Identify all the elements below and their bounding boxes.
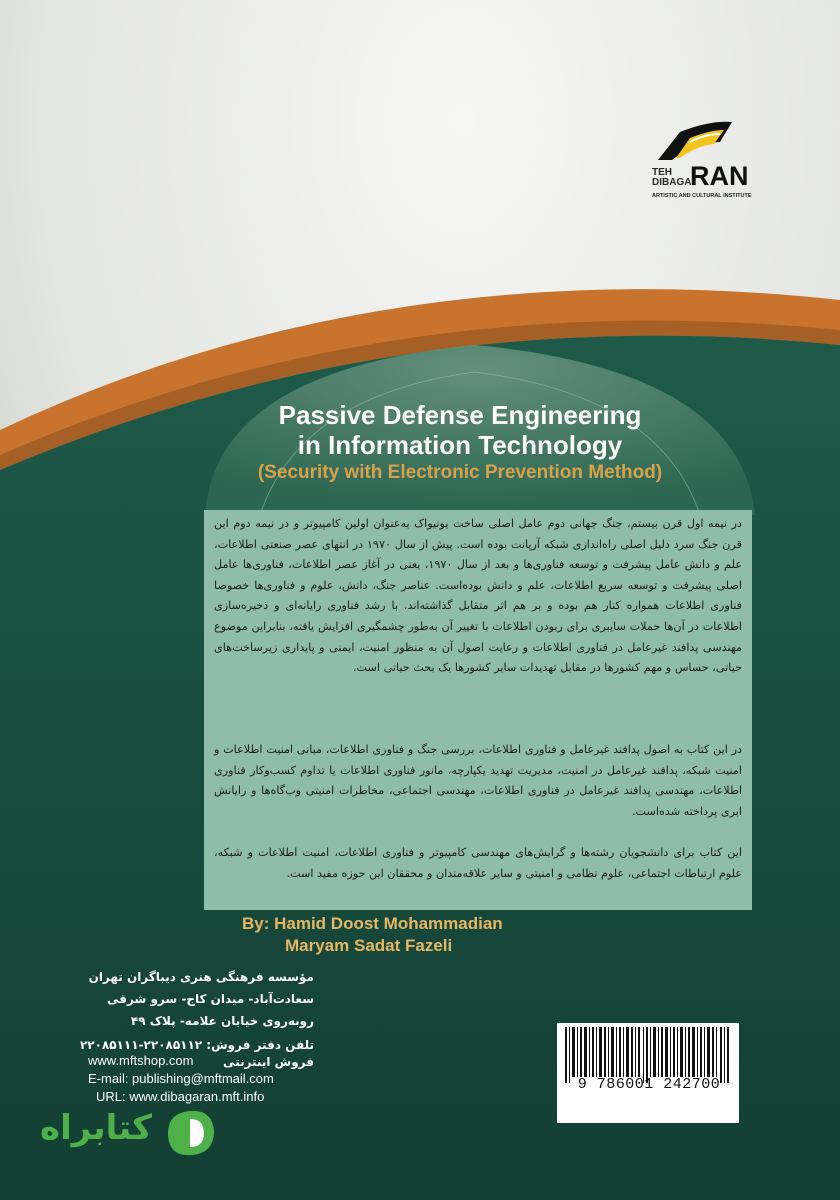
book-subtitle: (Security with Electronic Prevention Method): [257, 462, 663, 483]
barcode-number: 9 786001 242700: [577, 1076, 721, 1093]
logo-line2: DIBAGA: [652, 177, 692, 188]
book-title-line2: in Information Technology: [297, 430, 623, 460]
logo-subtitle: ARTISTIC AND CULTURAL INSTITUTE: [652, 193, 752, 199]
barcode: [557, 1023, 739, 1123]
description-paragraph-1: در نیمه اول قرن بیستم، جنگ جهانی دوم عامل اصلی ساخت یونیواک به‌عنوان اولین کامپیوتر و در نیمه دوم این قرن جنگ سرد دلیل اصلی راه‌اندازی شبکه آرپانت بوده است. پیش از سال ۱۹۷۰ در انتهای عصر صنعتی اطلاعات، علم و دانش عامل پیشرفت و توسعه فناوری‌ها و بعد از سال ۱۹۷۰، یعنی در آغاز عصر اطلاعات، فناوری‌ها عامل اصلی پیشرفت و توسعه سریع اطلاعات، علم و دانش بوده‌است. عناصر جنگ، دانش، علوم و فناوری‌ها خصوصا فناوری اطلاعات همواره کنار هم بوده و بر هم اثر متقابل گذاشته‌اند. با رشد فناوری رایانه‌ای و ذخیره‌سازی اطلاعات در آن‌ها حملات سایبری برای ربودن اطلاعات با تغییر آن به‌طور چشمگیری افزایش یافته، بنابراین موضوع مهندسی پدافند غیرعامل در فناوری اطلاعات و رعایت اصول آن به منظور امنیت، ایمنی و پایداری زیرساخت‌های حیاتی، حساس و مهم کشورها در مقابل تهدیدات سایر کشورها یک بحث حیاتی است.: [214, 517, 742, 675]
publisher-online-label: فروش اینترنتی: [223, 1055, 314, 1069]
description-paragraph-2: در این کتاب به اصول پدافند غیرعامل و فناوری اطلاعات، بررسی جنگ و فناوری اطلاعات، مبانی امنیت اطلاعات و امنیت شبکه، پدافند غیرعامل در امنیت، مدیریت تهدید یکپارچه، مانور فناوری اطلاعات یا تداوم کسب‌وکار فناوری اطلاعات، مهندسی پدافند غیرعامل در فناوری اطلاعات، مهندسی اجتماعی، مخاطرات امنیتی وب‌گاه‌ها و رایانش ابری پرداخته شده‌است.: [214, 743, 742, 818]
logo-line1: TEH: [652, 167, 672, 178]
author-line-1: By: Hamid Doost Mohammadian: [242, 914, 503, 933]
publisher-name: مؤسسه فرهنگی هنری دیباگران تهران: [88, 970, 314, 984]
publisher-address-1: سعادت‌آباد- میدان کاج- سرو شرقی: [107, 992, 314, 1006]
publisher-phone: تلفن دفتر فروش: ۲۲۰۸۵۱۱۲-۲۲۰۸۵۱۱۱: [79, 1038, 314, 1052]
logo-text-small: [652, 168, 691, 188]
publisher-email[interactable]: E-mail: publishing@mftmail.com: [88, 1071, 274, 1086]
description-paragraph-3: این کتاب برای دانشجویان رشته‌ها و گرایش‌های مهندسی کامپیوتر و فناوری اطلاعات، امنیت اطلاعات و شبکه، علوم ارتباطات اجتماعی، علوم نظامی و امنیتی و سایر علاقه‌مندان و محققان این حوزه مفید است.: [214, 846, 742, 880]
ketabrah-brand-text: کتابراه: [40, 1108, 153, 1148]
book-title-line1: Passive Defense Engineering: [278, 400, 642, 430]
publisher-url[interactable]: URL: www.dibagaran.mft.info: [96, 1089, 265, 1104]
publisher-shop-link[interactable]: www.mftshop.com: [88, 1053, 194, 1068]
publisher-address-2: روبه‌روی خیابان علامه- پلاک ۴۹: [130, 1014, 314, 1028]
author-line-2: Maryam Sadat Fazeli: [285, 936, 453, 955]
logo-text-big: RAN: [690, 161, 749, 191]
